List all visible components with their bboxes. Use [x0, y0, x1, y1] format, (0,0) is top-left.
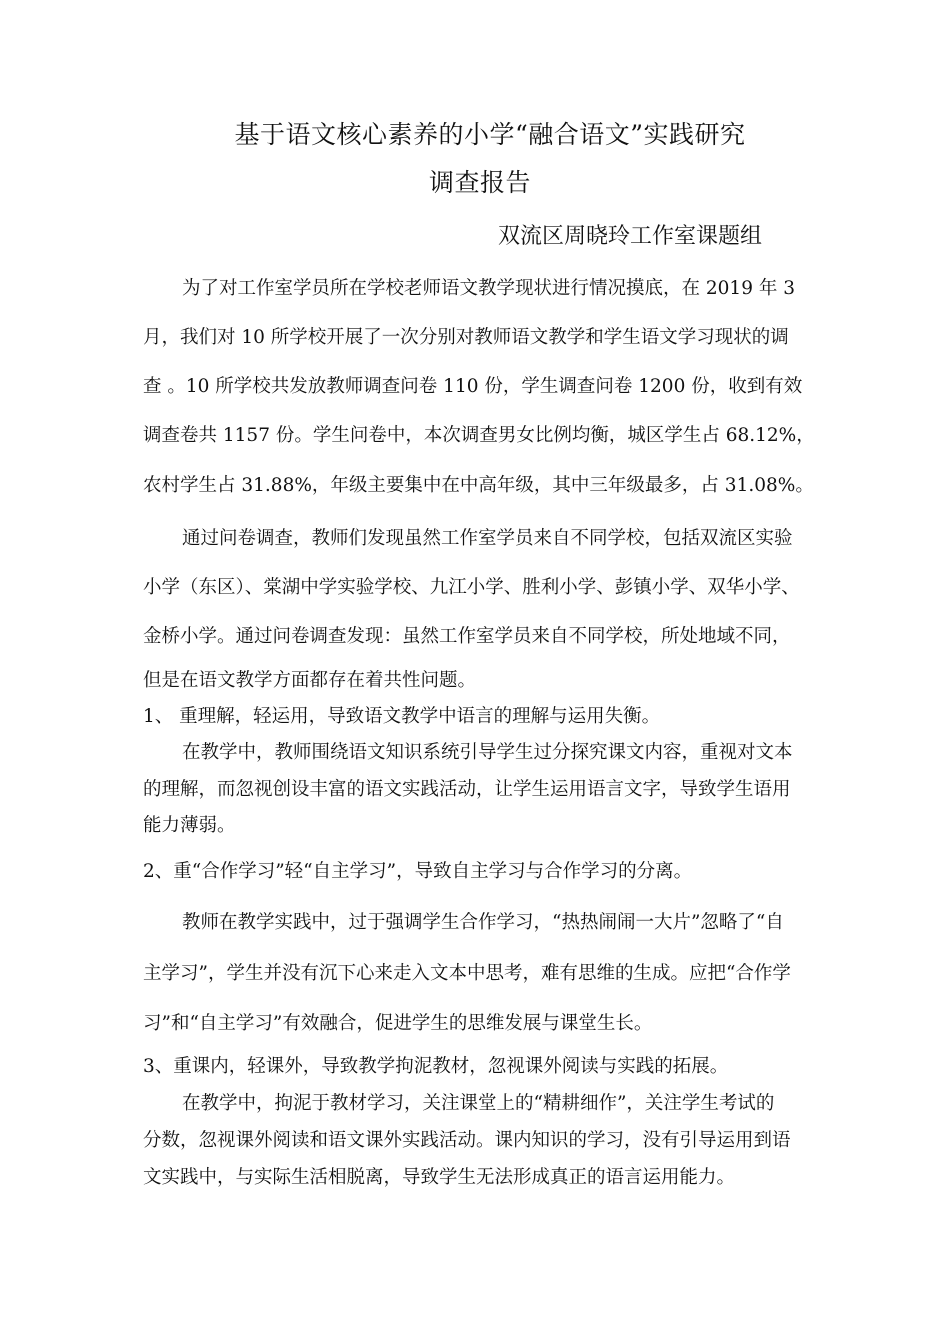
text-line: 但是在语文教学方面都存在着共性问题。: [143, 670, 477, 691]
section-heading-2: 2、重“合作学习”轻“自主学习”，导致自主学习与合作学习的分离。: [143, 861, 693, 882]
text-line: 金桥小学。通过问卷调查发现：虽然工作室学员来自不同学校，所处地域不同，: [143, 626, 791, 647]
report-title-line-2: 调查报告: [428, 168, 531, 197]
text-line: 习”和“自主学习”有效融合，促进学生的思维发展与课堂生长。: [143, 1013, 653, 1034]
text-line: 查 。10 所学校共发放教师调查问卷 110 份，学生调查问卷 1200 份，收到有效: [143, 376, 803, 397]
text-line: 能力薄弱。: [143, 815, 236, 836]
text-line: 的理解，而忽视创设丰富的语文实践活动，让学生运用语言文字，导致学生语用: [143, 779, 791, 800]
text-line: 调查卷共 1157 份。学生问卷中，本次调查男女比例均衡，城区学生占 68.12%，: [143, 425, 815, 446]
text-line: 通过问卷调查，教师们发现虽然工作室学员来自不同学校，包括双流区实验: [182, 528, 793, 549]
text-line: 教师在教学实践中，过于强调学生合作学习，“热热闹闹一大片”忽略了“自: [182, 912, 784, 933]
section-heading-3: 3、重课内，轻课外，导致教学拘泥教材，忽视课外阅读与实践的拓展。: [143, 1056, 729, 1077]
text-line: 在教学中，教师围绕语文知识系统引导学生过分探究课文内容，重视对文本: [182, 742, 793, 763]
text-line: 农村学生占 31.88%，年级主要集中在中高年级，其中三年级最多，占 31.08%。: [143, 475, 814, 496]
text-line: 小学（东区）、棠湖中学实验学校、九江小学、胜利小学、彭镇小学、双华小学、: [143, 577, 800, 598]
text-line: 在教学中，拘泥于教材学习，关注课堂上的“精耕细作”，关注学生考试的: [182, 1093, 775, 1114]
text-line: 为了对工作室学员所在学校老师语文教学现状进行情况摸底，在 2019 年 3: [182, 278, 795, 299]
text-line: 主学习”，学生并没有沉下心来走入文本中思考，难有思维的生成。应把“合作学: [143, 963, 791, 984]
report-author: 双流区周晓玲工作室课题组: [498, 224, 763, 249]
text-line: 月，我们对 10 所学校开展了一次分别对教师语文教学和学生语文学习现状的调: [143, 327, 789, 348]
text-line: 文实践中，与实际生活相脱离，导致学生无法形成真正的语言运用能力。: [143, 1167, 736, 1188]
report-title-line-1: 基于语文核心素养的小学“融合语文”实践研究: [234, 120, 746, 149]
text-line: 分数，忽视课外阅读和语文课外实践活动。课内知识的学习，没有引导运用到语: [143, 1130, 791, 1151]
section-heading-1: 1、 重理解，轻运用，导致语文教学中语言的理解与运用失衡。: [143, 706, 661, 727]
